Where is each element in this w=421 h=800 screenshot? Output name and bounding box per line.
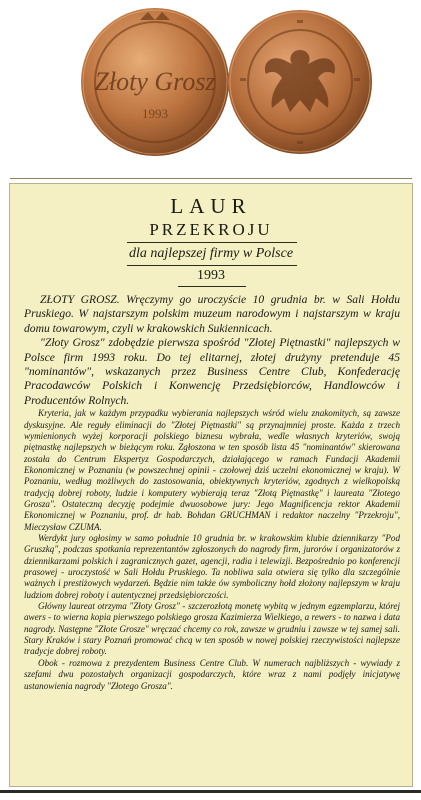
subtitle: dla najlepszej firmy w Polsce [128,246,294,261]
paragraph-6: Obok - rozmowa z prezydentem Business Centre Club. W numerach najbliższych - wywiady z szefami dwu pozostałych organizacji gospodarczych, które wraz z nami podjęły inicjatywę ustanowienia nagrody "Złotego Grosza". [24,657,400,691]
title-rule [127,242,297,243]
year-rule [178,286,246,287]
article-body [24,293,400,692]
title-przekroju: PRZEKROJU [149,220,273,239]
award-year: 1993 [197,268,225,283]
coin-illustration [0,0,421,170]
paragraph-4: Werdykt jury ogłosimy w samo południe 10 grudnia br. w krakowskim klubie dziennikarzy "Pod Gruszką", podczas spotkania reprezentantów zgłoszonych do nagrody firm, jurorów i organizatorów z dziennikarzami polskich i zagranicznych gazet, agencji, radia i telewizji. Bezpośrednio po konferencji prasowej - uroczystość w Sali Hołdu Pruskiego. Ta nobliwa sala otwiera się tylko dla szczególnie ważnych i prestiżowych wydarzeń. Będzie nim także ów symboliczny hołd złożony najlepszym w kraju ludziom dobrej roboty i autentycznej przedsiębiorczości. [24,533,400,600]
paragraph-1: ZŁOTY GROSZ. Wręczymy go uroczyście 10 grudnia br. w Sali Hołdu Pruskiego. W najstarszym polskim muzeum narodowym i najstarszym w kraju domu towarowym, czyli w krakowskich Sukiennicach. [24,293,400,335]
paragraph-2: "Złoty Grosz" zdobędzie pierwsza spośród "Złotej Piętnastki" najlepszych w Polsce firm 1993 roku. Do tej elitarnej, złotej drużyny pretenduje 45 "nominantów", wskazanych przez Business Centre Club, Konfederację Pracodawców Polskich i Konwencję Przedsiębiorców, Handlowców i Producentów Rolnych. [24,336,400,407]
coin-obverse [228,10,372,154]
paragraph-3: Kryteria, jak w każdym przypadku wybierania najlepszych wśród wielu znakomitych, są zawsze dyskusyjne. Ale reguły eliminacji do "Złotej Piętnastki" są przynajmniej proste. Każda z trzech wymienionych wyżej korporacji polskiego biznesu wybrała, wedle własnych kryteriów, swoją piętnastkę najlepszych w bieżącym roku. Zgłoszona w ten sposób lista 45 "nominantów" skierowana została do Centrum Ekspertyz Gospodarczych, działającego w ramach Fundacji Akademii Ekonomicznej w Poznaniu (w powszechnej opinii - czołowej dziś uczelni ekonomicznej w kraju). W Poznaniu, według możliwych do zastosowania, obiektywnych kryteriów, zgodnych z wielkopolską tradycją dobrej roboty, ludzie i komputery wybierają teraz "Złotą Piętnastkę" i laureata "Złotego Grosza". Ostateczną decyzję podejmie dwuosobowe jury: Jego Magnificencja rektor Akademii Ekonomicznej w Poznaniu, prof. dr hab. Bohdan GRUCHMAN i redaktor naczelny "Przekroju", Mieczysław CZUMA. [24,408,400,532]
coin-reverse [81,8,229,156]
coin-face-text: Złoty Grosz [94,67,216,96]
paragraph-5: Główny laureat otrzyma "Złoty Grosz" - szczerozłotą monetę wybitą w jednym egzemplarzu, której awers - to wierna kopia pierwszego polskiego grosza Kazimierza Wielkiego, a rewers - to nazwa i data nagrody. Następne "Złote Grosze" wręczać chcemy co rok, zawsze w grudniu i zawsze w tej samej sali. Stary Kraków i stary Poznań promować chcą w ten sposób w nowej polskiej rzeczywistości najlepsze tradycje dobrej roboty. [24,601,400,657]
subtitle-rule [127,265,297,266]
article-panel [9,183,413,787]
coin-year-text: 1993 [142,106,168,121]
top-rule [10,178,412,179]
bottom-rule [0,790,421,793]
title-laur: LAUR [170,194,252,218]
